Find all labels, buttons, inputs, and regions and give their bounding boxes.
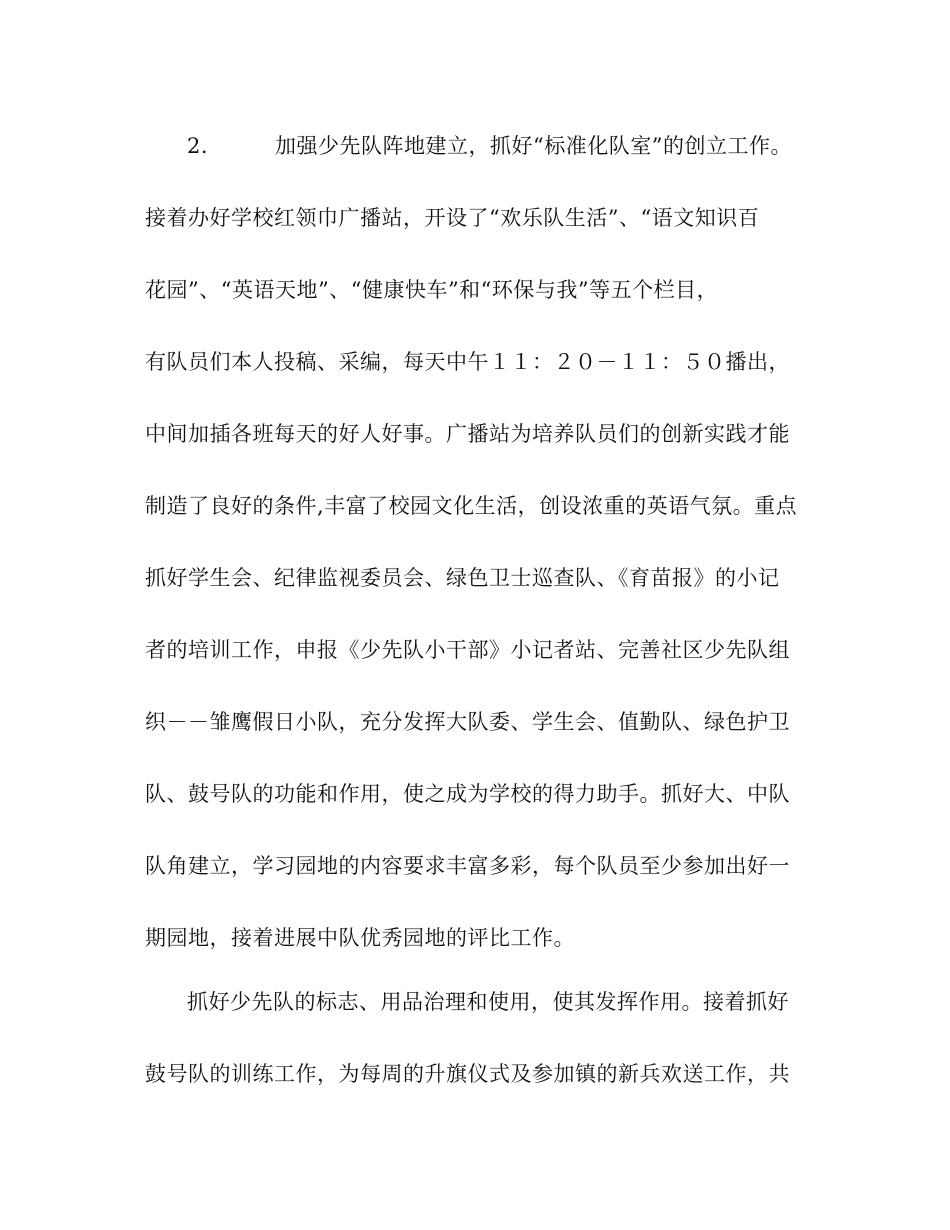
text-line-14: 鼓号队的训练工作，为每周的升旗仪式及参加镇的新兵欢送工作，共 [145,1062,790,1086]
text-line-9: 织－－雏鹰假日小队，充分发挥大队委、学生会、值勤队、绿色护卫 [145,710,790,734]
text-line-1 [187,132,867,160]
text-line-6: 制造了良好的条件,丰富了校园文化生活，创设浓重的英语气氛。重点 [145,494,798,518]
text-line-12: 期园地，接着进展中队优秀园地的评比工作。 [145,926,575,950]
text-line-4: 有队员们本人投稿、采编，每天中午１１：２０－１１：５０播出， [145,350,790,374]
line-text: 加强少先队阵地建立，抓好“标准化队室”的创立工作。 [275,134,792,158]
text-line-2: 接着办好学校红领巾广播站，开设了“欢乐队生活”、“语文知识百 [145,206,760,230]
text-line-5: 中间加插各班每天的好人好事。广播站为培养队员们的创新实践才能 [145,422,790,446]
text-line-8: 者的培训工作，申报《少先队小干部》小记者站、完善社区少先队组 [145,638,790,662]
text-line-7: 抓好学生会、纪律监视委员会、绿色卫士巡查队、《育苗报》的小记 [145,566,780,590]
text-line-10: 队、鼓号队的功能和作用，使之成为学校的得力助手。抓好大、中队 [145,782,790,806]
list-number: 2. [187,134,209,158]
text-line-3: 花园”、“英语天地”、“健康快车”和“环保与我”等五个栏目， [145,278,719,302]
text-line-11: 队角建立，学习园地的内容要求丰富多彩，每个队员至少参加出好一 [145,854,790,878]
text-line-13: 抓好少先队的标志、用品治理和使用，使其发挥作用。接着抓好 [187,990,789,1014]
